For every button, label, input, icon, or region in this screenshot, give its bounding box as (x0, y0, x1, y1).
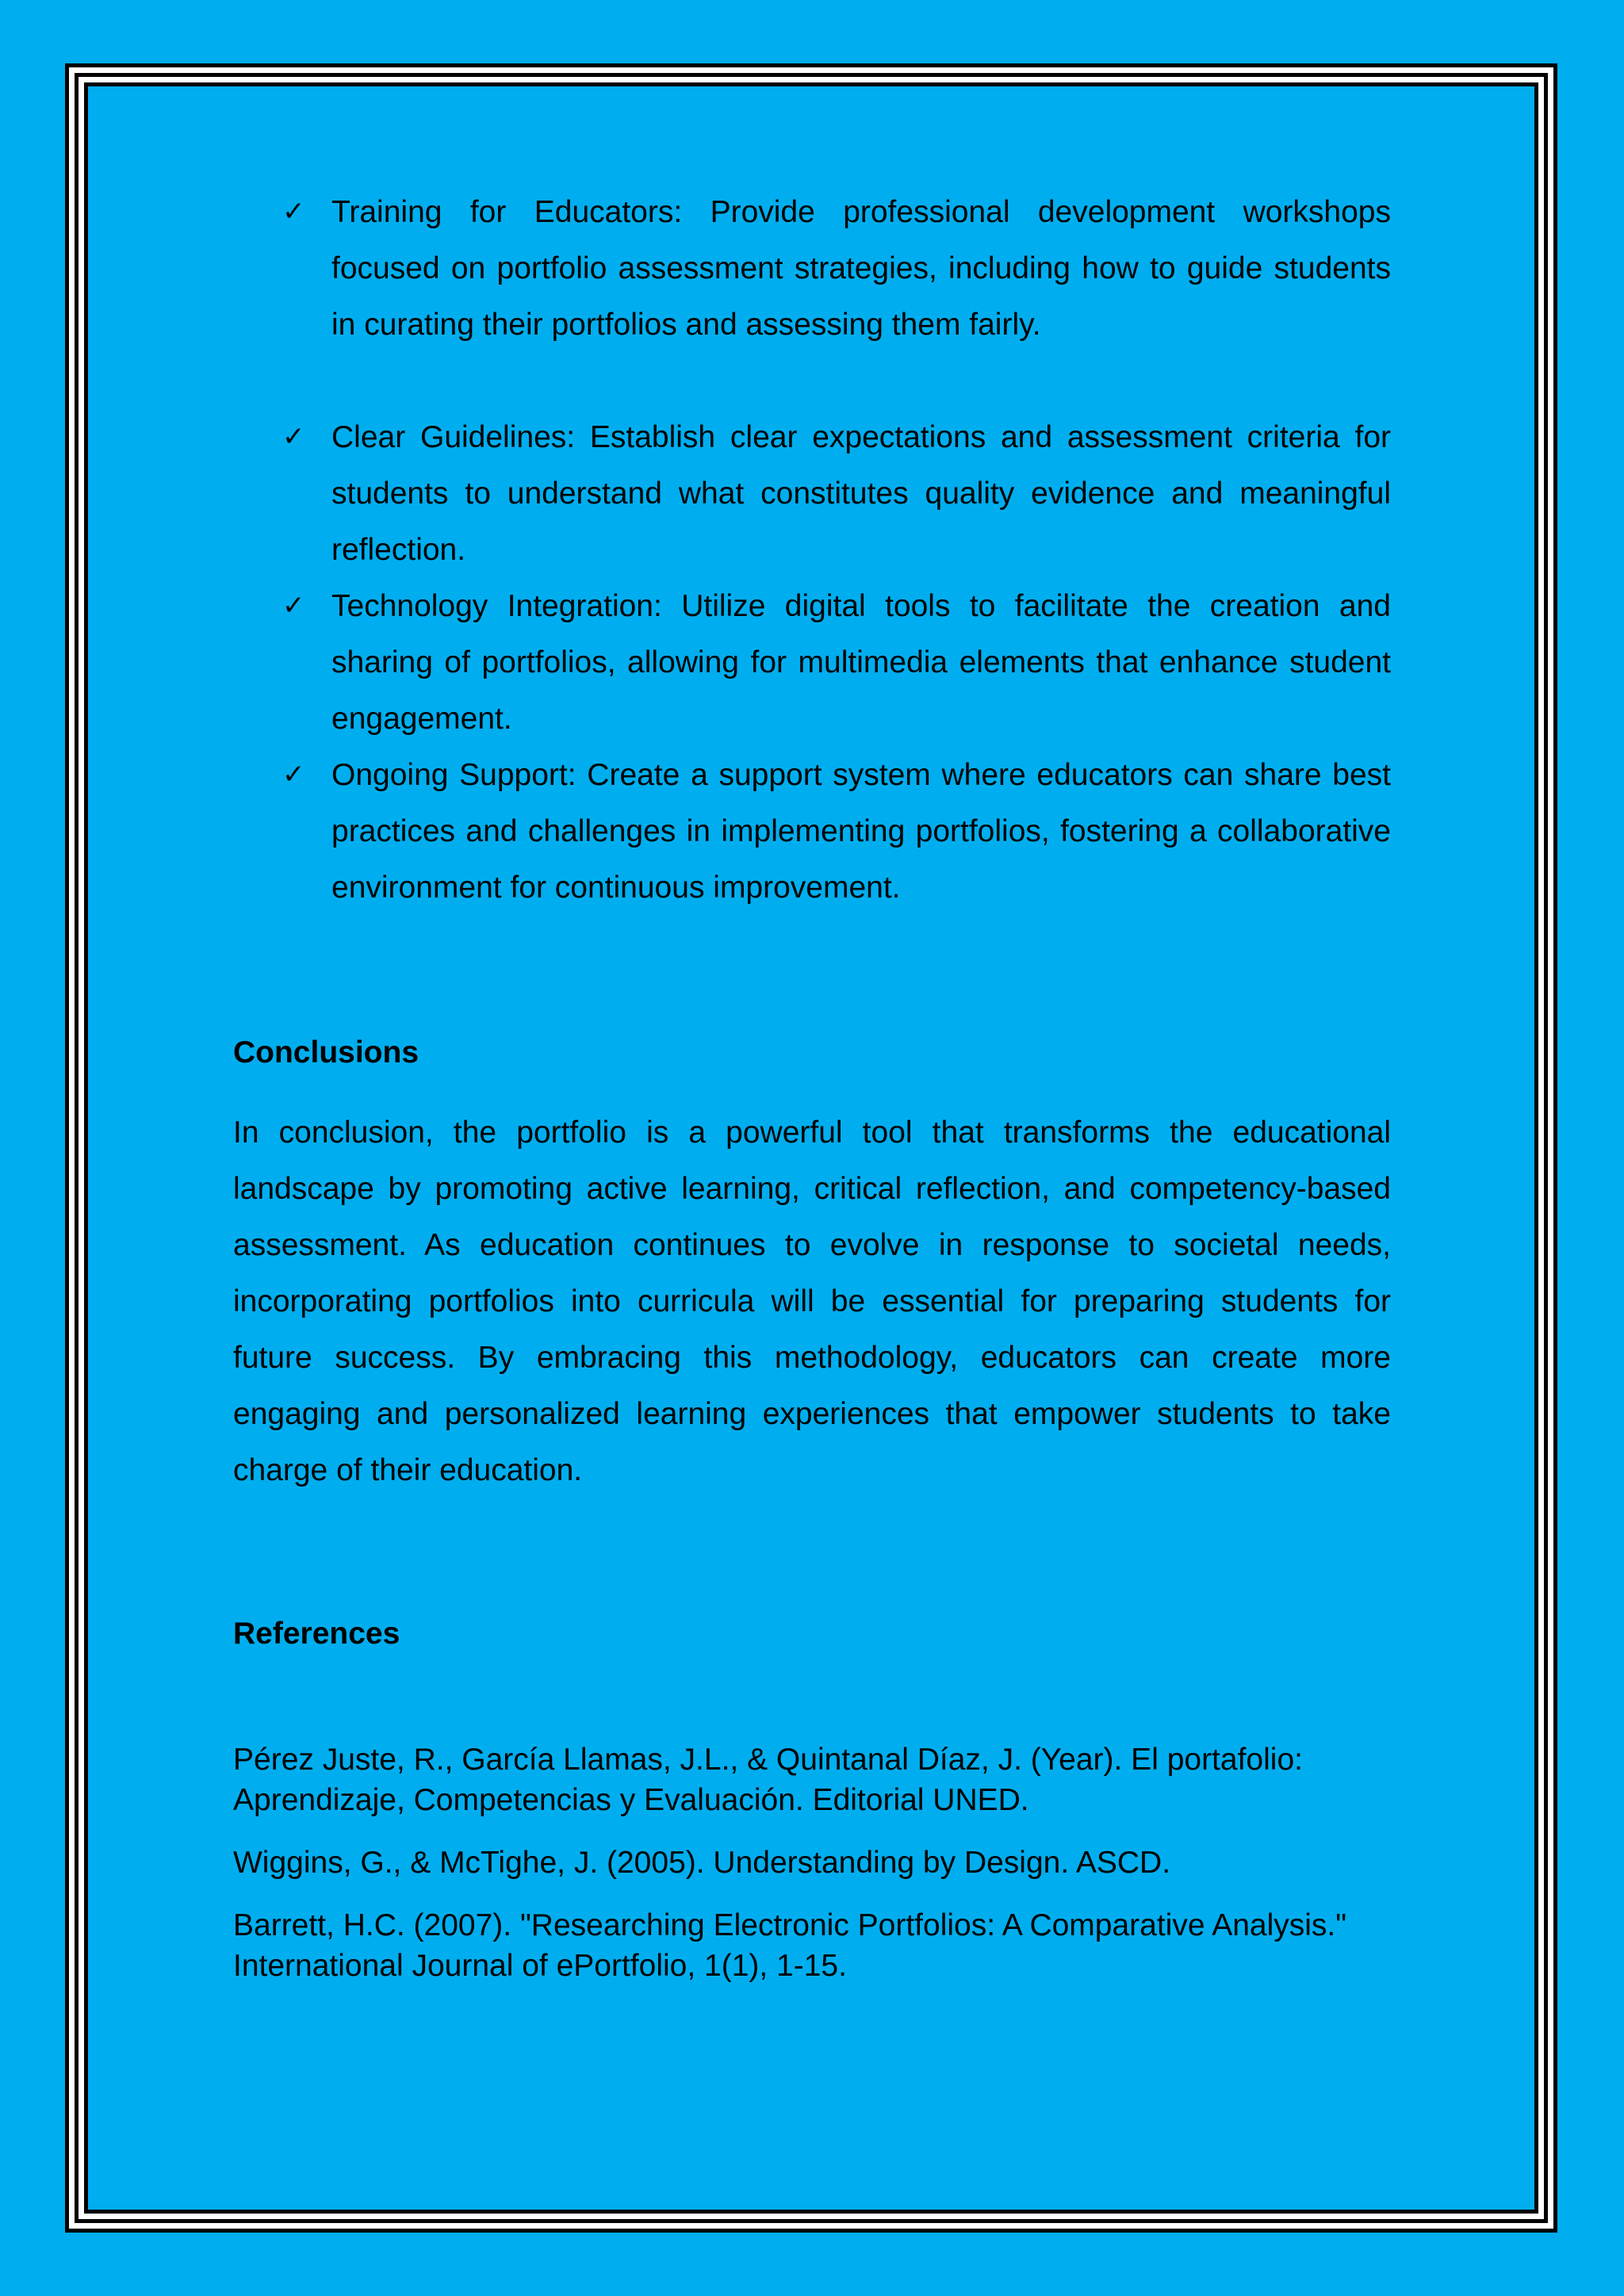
reference-item: Barrett, H.C. (2007). "Researching Electronic Portfolios: A Comparative Analysis." International Journal of ePortfolio, 1(1), 1-15. (233, 1908, 1347, 1983)
references-list (233, 1739, 1391, 1986)
reference-item: Pérez Juste, R., García Llamas, J.L., & Quintanal Díaz, J. (Year). El portafolio: Aprendizaje, Competencias y Evaluación. Editorial UNED. (233, 1743, 1303, 1817)
list-item-text: Clear Guidelines: Establish clear expectations and assessment criteria for students to understand what constitutes quality evidence and meaningful reflection. (331, 420, 1391, 567)
checkmark-icon: ✓ (282, 196, 305, 228)
document-content (233, 184, 1391, 2008)
conclusions-paragraph: In conclusion, the portfolio is a powerful tool that transforms the educational landscape by promoting active learning, critical reflection, and competency-based assessment. As education continues to evolve in response to societal needs, incorporating portfolios into curricula will be essential for preparing students for future success. By embracing this methodology, educators can create more engaging and personalized learning experiences that empower students to take charge of their education. (233, 1115, 1391, 1487)
list-item (233, 409, 1391, 578)
recommendations-list (233, 184, 1391, 916)
references-heading: References (233, 1617, 400, 1651)
checkmark-icon: ✓ (282, 590, 305, 622)
list-item (233, 747, 1391, 916)
list-item (233, 578, 1391, 747)
checkmark-icon: ✓ (282, 421, 305, 453)
list-item (233, 184, 1391, 353)
reference-item: Wiggins, G., & McTighe, J. (2005). Understanding by Design. ASCD. (233, 1846, 1171, 1880)
list-item-text: Ongoing Support: Create a support system where educators can share best practices and challenges in implementing portfolios, fostering a collaborative environment for continuous improvement. (331, 758, 1391, 905)
list-item-text: Technology Integration: Utilize digital tools to facilitate the creation and sharing of portfolios, allowing for multimedia elements that enhance student engagement. (331, 589, 1391, 736)
conclusions-heading: Conclusions (233, 1035, 419, 1070)
checkmark-icon: ✓ (282, 759, 305, 790)
list-item-text: Training for Educators: Provide professional development workshops focused on portfolio assessment strategies, including how to guide students in curating their portfolios and assessing them fairly. (331, 195, 1391, 342)
